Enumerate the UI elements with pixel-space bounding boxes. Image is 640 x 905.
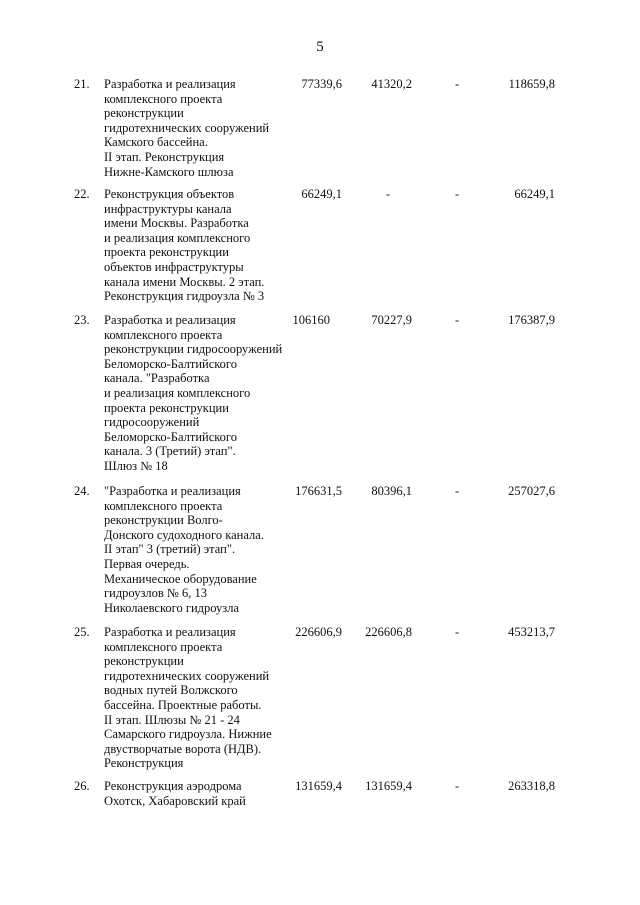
- value-total: 453213,7: [508, 625, 555, 639]
- value-col-1: 106160: [292, 313, 330, 327]
- row-description: [104, 625, 294, 771]
- value-col-1: 131659,4: [295, 779, 342, 793]
- description-line: гидротехнических сооружений: [104, 120, 270, 135]
- row-number: 22.: [74, 187, 90, 201]
- description-line: Беломорско-Балтийского: [104, 429, 238, 444]
- description-line: гидроузлов № 6, 13: [104, 586, 207, 601]
- description-line: Беломорско-Балтийского: [104, 356, 238, 371]
- row-number: 21.: [74, 77, 90, 91]
- description-line: канала имени Москвы. 2 этап.: [104, 274, 265, 289]
- description-line: комплексного проекта: [104, 639, 223, 654]
- value-total: 257027,6: [508, 484, 555, 498]
- value-col-3: -: [455, 77, 460, 91]
- description-line: двустворчатые ворота (НДВ).: [104, 741, 262, 756]
- description-line: гидросооружений: [104, 415, 200, 430]
- value-col-2: 70227,9: [371, 313, 412, 327]
- value-total: 176387,9: [508, 313, 555, 327]
- description-line: Реконструкция: [104, 756, 184, 771]
- description-line: реконструкции: [104, 654, 184, 669]
- description-line: канала. "Разработка: [104, 371, 210, 386]
- value-col-3: -: [455, 187, 460, 201]
- description-line: Разработка и реализация: [104, 313, 236, 327]
- description-line: Реконструкция гидроузла № 3: [104, 289, 265, 304]
- description-line: и реализация комплексного: [104, 230, 251, 245]
- row-description: [104, 77, 294, 179]
- row-description: [104, 313, 294, 474]
- value-col-1: 66249,1: [301, 187, 342, 201]
- value-col-1: 226606,9: [295, 625, 342, 639]
- description-line: имени Москвы. Разработка: [104, 216, 249, 231]
- value-col-2: 226606,8: [365, 625, 412, 639]
- row-description: [104, 779, 294, 808]
- description-line: Механическое оборудование: [104, 571, 257, 586]
- description-line: Самарского гидроузла. Нижние: [104, 727, 272, 742]
- description-line: Охотск, Хабаровский край: [104, 793, 246, 808]
- value-col-3: -: [455, 625, 460, 639]
- description-line: инфраструктуры канала: [104, 201, 232, 216]
- row-number: 25.: [74, 625, 90, 639]
- description-line: и реализация комплексного: [104, 385, 251, 400]
- value-col-2: 80396,1: [371, 484, 412, 498]
- description-line: бассейна. Проектные работы.: [104, 697, 262, 712]
- value-col-3: -: [455, 484, 460, 498]
- description-line: Первая очередь.: [104, 556, 190, 571]
- page-number: 5: [316, 39, 324, 55]
- row-number: 23.: [74, 313, 90, 327]
- value-col-1: 176631,5: [295, 484, 342, 498]
- description-line: комплексного проекта: [104, 327, 223, 342]
- description-line: Камского бассейна.: [104, 135, 208, 150]
- value-total: 263318,8: [508, 779, 555, 793]
- value-col-2: -: [385, 187, 390, 201]
- description-line: реконструкции Волго-: [104, 513, 223, 528]
- description-line: "Разработка и реализация: [104, 484, 241, 498]
- description-line: комплексного проекта: [104, 91, 223, 106]
- description-line: комплексного проекта: [104, 498, 223, 513]
- description-line: канала. 3 (Третий) этап".: [104, 444, 236, 459]
- description-line: реконструкции: [104, 106, 184, 121]
- description-line: Донского судоходного канала.: [104, 527, 264, 542]
- value-col-3: -: [455, 779, 460, 793]
- value-col-2: 41320,2: [371, 77, 412, 91]
- description-line: проекта реконструкции: [104, 245, 229, 260]
- description-line: Разработка и реализация: [104, 77, 236, 91]
- description-line: Реконструкция объектов: [104, 187, 235, 201]
- description-line: II этап" 3 (третий) этап".: [104, 542, 236, 557]
- row-number: 24.: [74, 484, 90, 498]
- description-line: II этап. Реконструкция: [104, 149, 225, 164]
- value-col-1: 77339,6: [301, 77, 342, 91]
- description-line: реконструкции гидросооружений: [104, 342, 283, 357]
- description-line: Шлюз № 18: [104, 458, 168, 473]
- description-line: Николаевского гидроузла: [104, 600, 240, 615]
- description-line: проекта реконструкции: [104, 400, 229, 415]
- row-description: [104, 187, 294, 304]
- description-line: водных путей Волжского: [104, 683, 238, 698]
- value-col-3: -: [455, 313, 460, 327]
- description-line: объектов инфраструктуры: [104, 259, 244, 274]
- row-description: [104, 484, 294, 615]
- description-line: гидротехнических сооружений: [104, 668, 270, 683]
- description-line: II этап. Шлюзы № 21 - 24: [104, 712, 240, 727]
- value-total: 118659,8: [508, 77, 555, 91]
- value-total: 66249,1: [514, 187, 555, 201]
- description-line: Нижне-Камского шлюза: [104, 164, 234, 179]
- row-number: 26.: [74, 779, 90, 793]
- description-line: Реконструкция аэродрома: [104, 779, 242, 793]
- value-col-2: 131659,4: [365, 779, 412, 793]
- description-line: Разработка и реализация: [104, 625, 236, 639]
